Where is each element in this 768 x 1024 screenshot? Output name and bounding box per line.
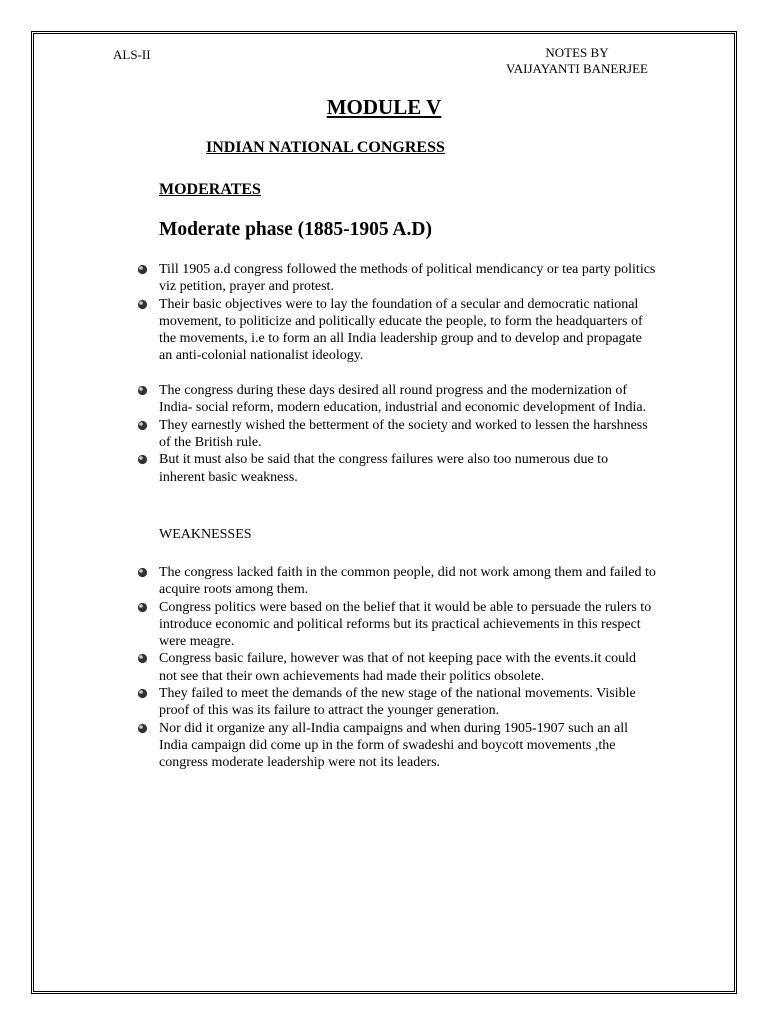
list-item-text: Nor did it organize any all-India campaigns and when during 1905-1907 such an all India campaign did come up in the form of swadeshi and boycott movements ,the congress moderate leadership were not its leaders. (159, 720, 629, 771)
list-item-text: Their basic objectives were to lay the foundation of a secular and democratic national movement, to politicize and politically educate the people, to form the headquarters of the movements, i.e to form an all India leadership group and to develop and propagate an anti-colonial nationalist ideology. (159, 296, 643, 364)
diamond-bullet-icon (137, 688, 148, 699)
diamond-bullet-icon (137, 299, 148, 310)
list-item (137, 564, 657, 599)
list-item (137, 417, 657, 452)
list-item-text: Congress basic failure, however was that of not keeping pace with the events.it could not see that their own achievements had made their politics obsolete. (159, 651, 637, 684)
phase-heading: Moderate phase (1885-1905 A.D) (159, 219, 432, 240)
diamond-bullet-icon (137, 567, 148, 578)
list-item-text: They failed to meet the demands of the new stage of the national movements. Visible proof of this was its failure to attract the younger generation. (159, 686, 636, 719)
diamond-bullet-icon (137, 602, 148, 613)
list-item-text: Congress politics were based on the belief that it would be able to persuade the rulers to introduce economic and political reforms but its practical achievements in this respect were meagre. (159, 599, 652, 650)
list-item (137, 599, 657, 651)
list-item (137, 296, 657, 365)
list-item (137, 685, 657, 720)
notes-by-label: NOTES BY (545, 45, 609, 60)
author-note (497, 45, 657, 77)
author-name: VAIJAYANTI BANERJEE (506, 61, 648, 76)
diamond-bullet-icon (137, 454, 148, 465)
list-item-text: They earnestly wished the betterment of the society and worked to lessen the harshness of the British rule. (159, 417, 648, 450)
list-item-text: But it must also be said that the congress failures were also too numerous due to inherent basic weakness. (159, 452, 609, 485)
list-item-text: Till 1905 a.d congress followed the methods of political mendicancy or tea party politics viz petition, prayer and protest. (159, 262, 656, 295)
section-heading: MODERATES (159, 181, 261, 198)
topic-title: INDIAN NATIONAL CONGRESS (206, 139, 445, 156)
list-item-text: The congress lacked faith in the common people, did not work among them and failed to acquire roots among them. (159, 565, 656, 598)
module-title: MODULE V (326, 95, 442, 119)
course-code: ALS-II (113, 47, 151, 62)
diamond-bullet-icon (137, 385, 148, 396)
list-item (137, 382, 657, 417)
weakness-points-list (137, 564, 657, 772)
list-item-text: The congress during these days desired all round progress and the modernization of India- social reform, modern education, industrial and economic development of India. (159, 383, 647, 416)
diamond-bullet-icon (137, 653, 148, 664)
list-spacer (137, 365, 657, 382)
list-item (137, 261, 657, 296)
weaknesses-heading: WEAKNESSES (159, 527, 252, 542)
list-item (137, 650, 657, 685)
diamond-bullet-icon (137, 420, 148, 431)
page-border (31, 31, 737, 994)
diamond-bullet-icon (137, 723, 148, 734)
list-item (137, 451, 657, 486)
list-item (137, 720, 657, 772)
moderate-points-list (137, 261, 657, 486)
diamond-bullet-icon (137, 264, 148, 275)
